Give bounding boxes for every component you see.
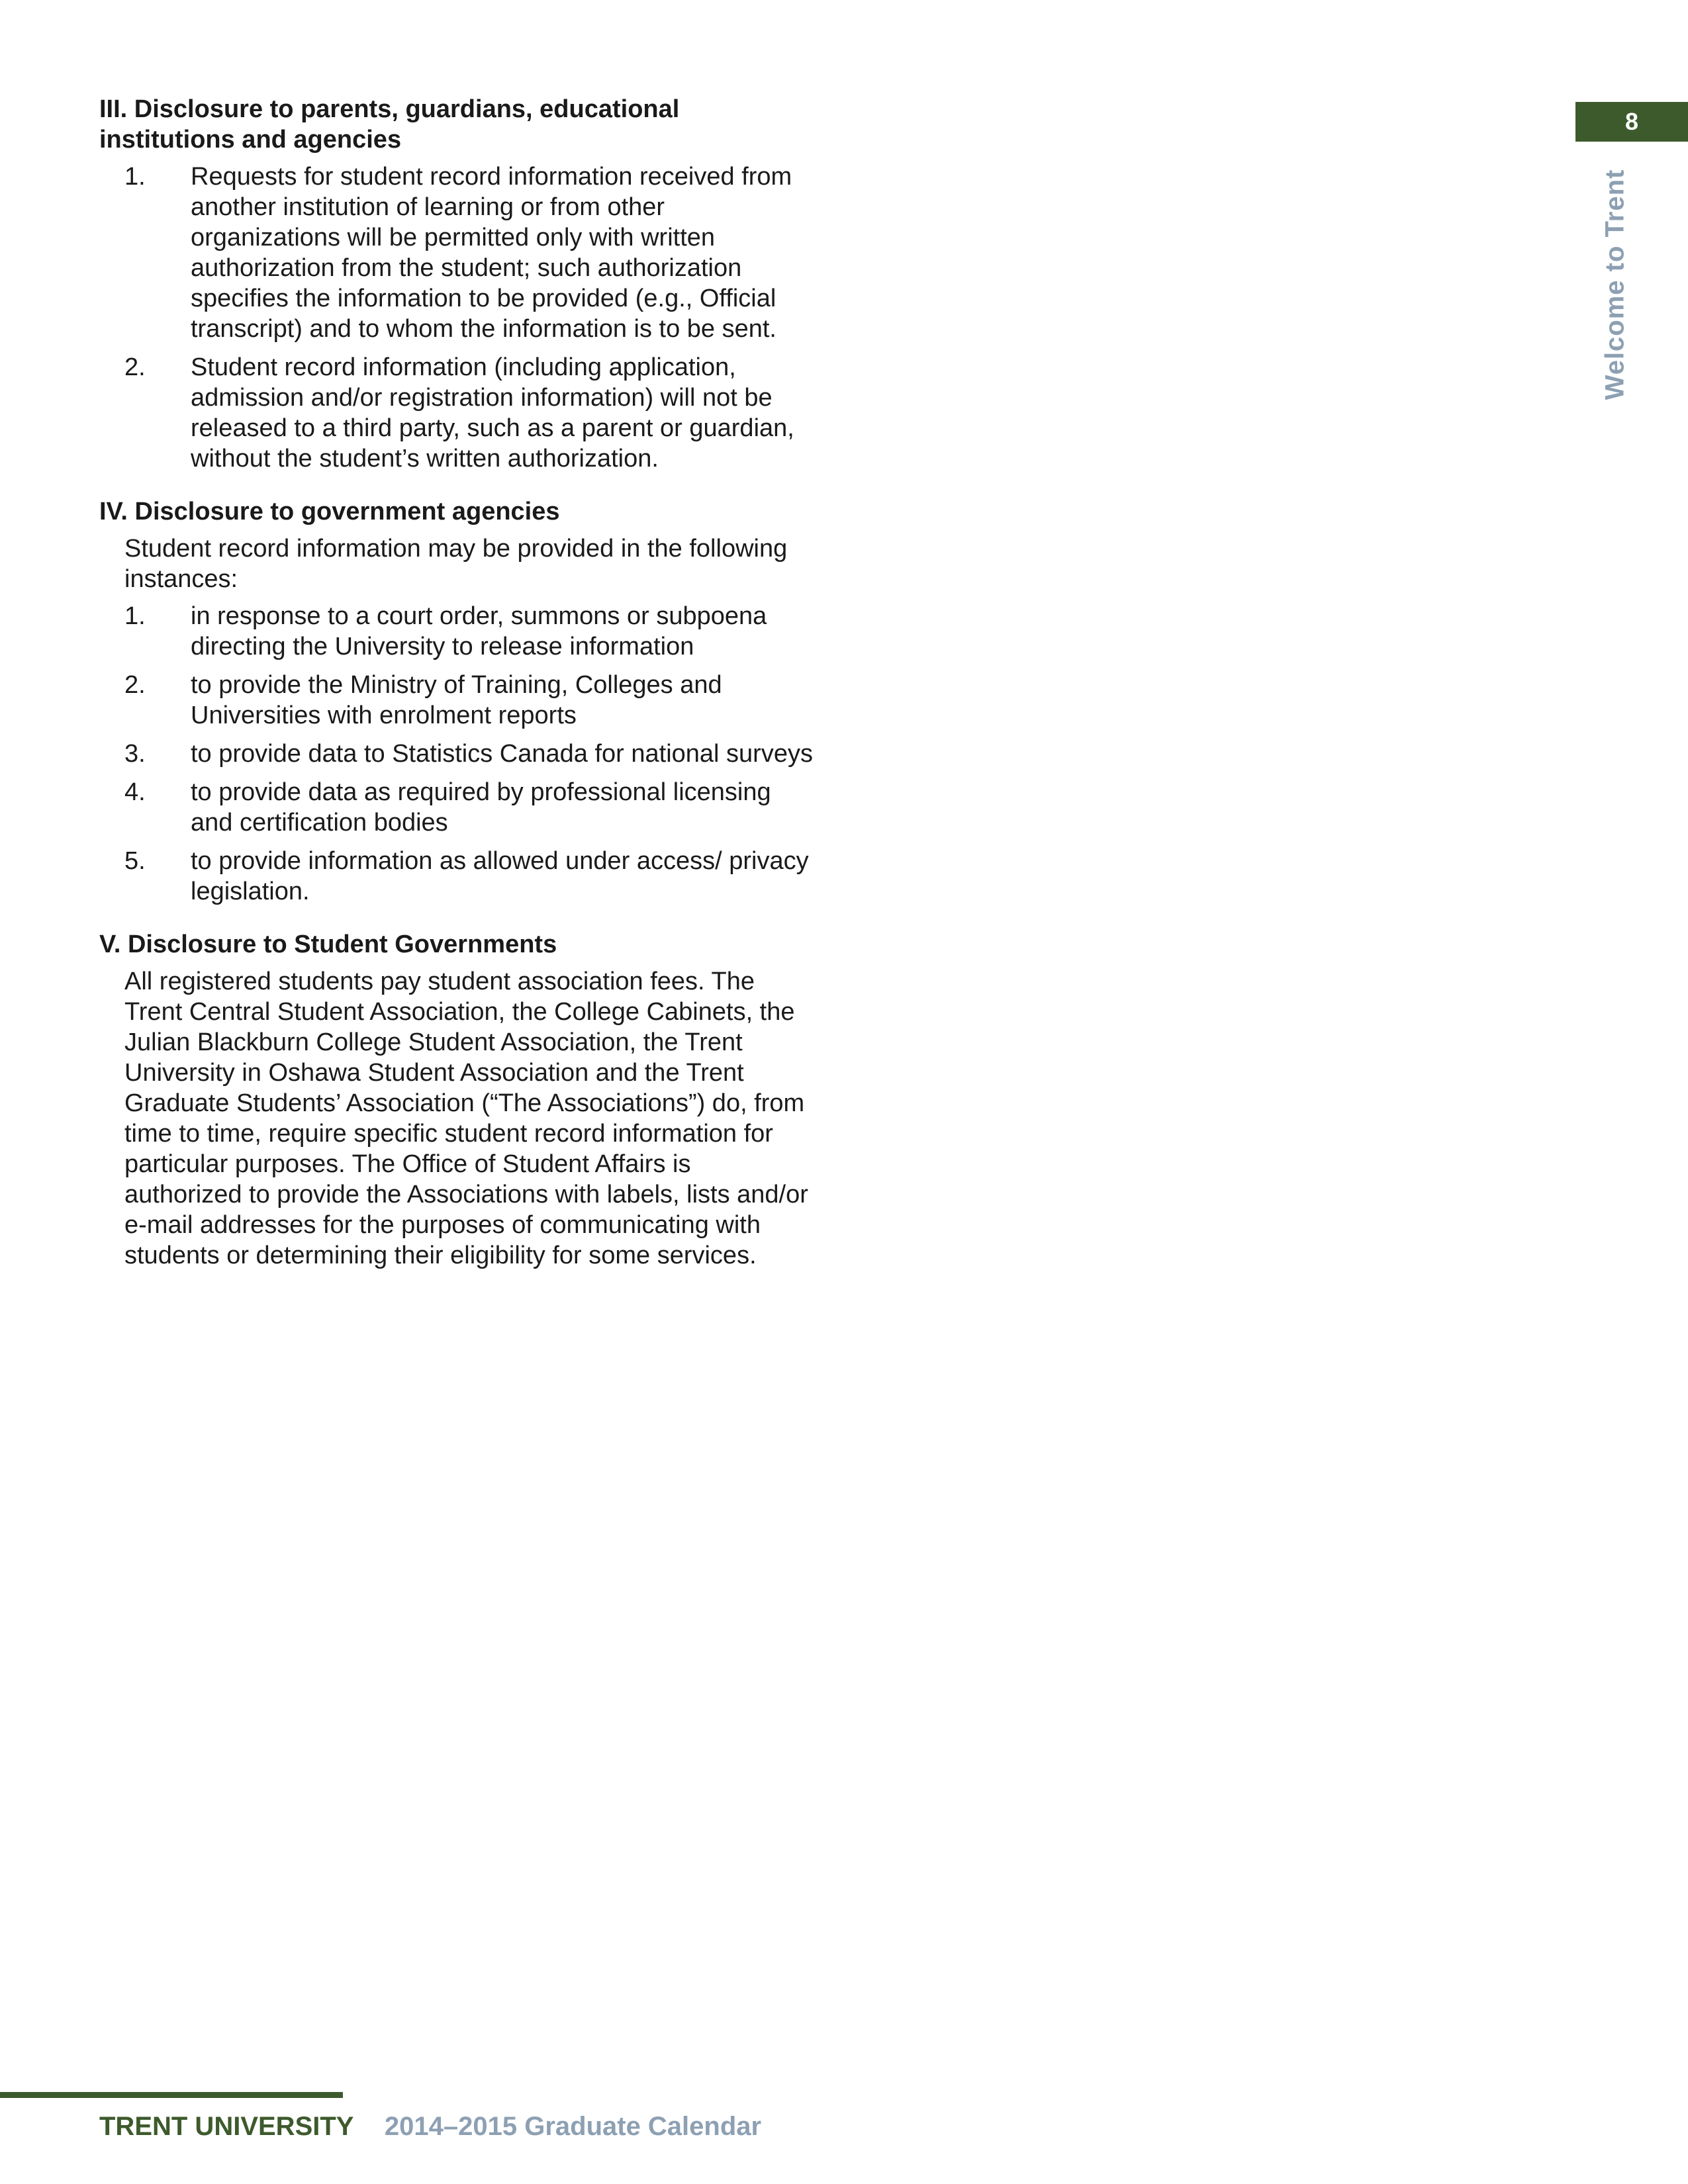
footer-calendar-title: 2014–2015 Graduate Calendar	[384, 2112, 762, 2141]
list-item-text: to provide information as allowed under access/ privacy legislation.	[191, 847, 809, 905]
list-item-number: 5.	[124, 847, 146, 875]
list-item-text: Requests for student record information received from another institution of learning or from other organizations will be permitted only with written authorization from the student; such authorization specifies the information to be provided (e.g., Official transcript) and to whom the information is to be sent.	[191, 163, 792, 343]
section-intro: Student record information may be provided in the following instances:	[124, 535, 788, 593]
list-item	[99, 601, 814, 662]
section-disclosure-parents	[99, 94, 814, 474]
list-item-text: in response to a court order, summons or subpoena directing the University to release information	[191, 602, 767, 660]
section-body: All registered students pay student association fees. The Trent Central Student Association, the College Cabinets, the Julian Blackburn College Student Association, the Trent University in Oshawa Student Association and the Trent Graduate Students’ Association (“The Associations”) do, from time to time, require specific student record information for particular purposes. The Office of Student Affairs is authorized to provide the Associations with labels, lists and/or e-mail addresses for the purposes of communicating with students or determining their eligibility for some services.	[124, 968, 808, 1269]
page-number-badge: 8	[1575, 102, 1688, 142]
list-item-text: to provide the Ministry of Training, Colleges and Universities with enrolment reports	[191, 671, 722, 729]
numbered-list	[99, 601, 814, 907]
list-item-number: 4.	[124, 778, 146, 806]
list-item	[99, 777, 814, 838]
footer	[99, 2110, 761, 2143]
section-heading: V. Disclosure to Student Governments	[99, 931, 557, 958]
list-item	[99, 670, 814, 731]
list-item-number: 1.	[124, 602, 146, 630]
section-disclosure-government	[99, 496, 814, 907]
list-item-number: 1.	[124, 163, 146, 191]
list-item-text: to provide data as required by professional licensing and certification bodies	[191, 778, 771, 837]
section-heading: III. Disclosure to parents, guardians, educational institutions and agencies	[99, 95, 680, 154]
section-disclosure-student-governments	[99, 929, 814, 1271]
list-item-number: 2.	[124, 671, 146, 699]
list-item	[99, 846, 814, 907]
section-heading: IV. Disclosure to government agencies	[99, 498, 560, 525]
list-item-number: 2.	[124, 353, 146, 381]
side-section-tab: Welcome to Trent	[1600, 169, 1630, 400]
numbered-list	[99, 161, 814, 474]
footer-university: TRENT UNIVERSITY	[99, 2112, 353, 2141]
list-item-text: to provide data to Statistics Canada for national surveys	[191, 740, 813, 768]
list-item-number: 3.	[124, 740, 146, 768]
list-item	[99, 352, 814, 474]
main-content	[99, 94, 814, 1293]
footer-rule	[0, 2092, 343, 2098]
list-item-text: Student record information (including application, admission and/or registration information) will not be released to a third party, such as a parent or guardian, without the student’s written authorization.	[191, 353, 794, 473]
list-item	[99, 739, 814, 769]
list-item	[99, 161, 814, 344]
